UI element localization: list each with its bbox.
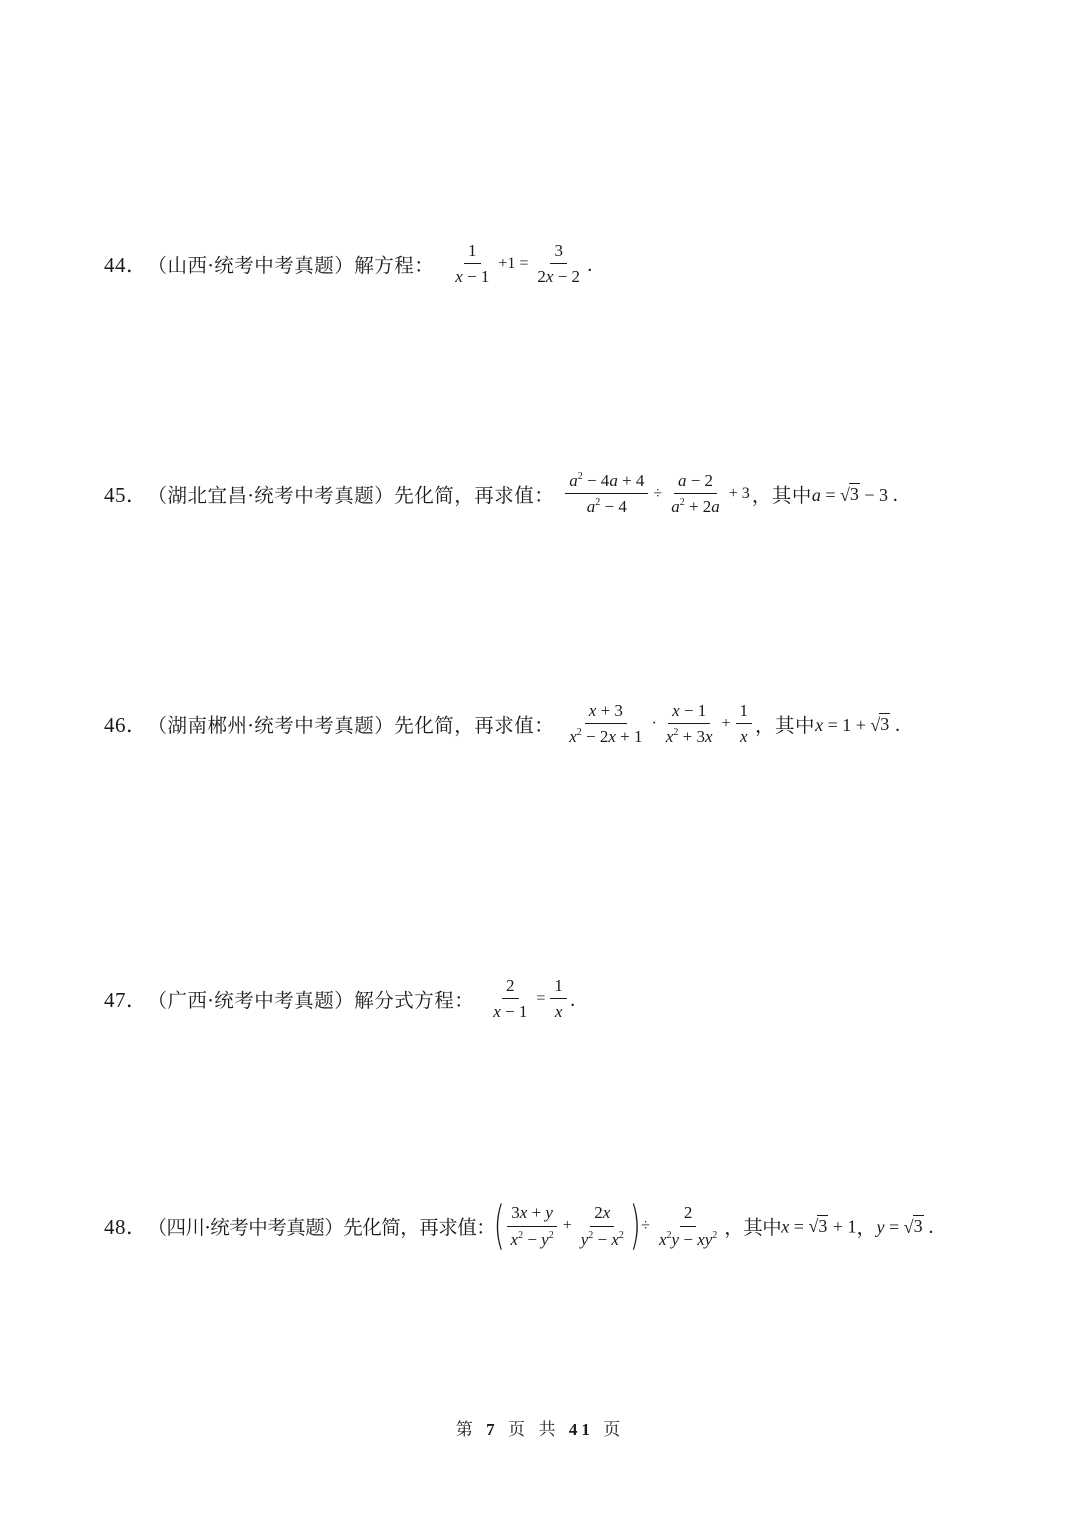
problem-source: （山西·统考中考真题）	[147, 253, 355, 277]
condition-value-x: x = √ 3 + 1	[781, 1215, 857, 1237]
problem-44	[104, 240, 605, 288]
problem-instruction: 先化简，再求值：	[394, 483, 555, 507]
problem-number: 44．	[104, 252, 148, 277]
problem-number: 45．	[104, 482, 148, 507]
equation: $\frac{1}{x - 1}$ +1 = $\frac{3}{2x - 2}$ ．	[455, 241, 606, 287]
footer-suffix: 页	[603, 1420, 625, 1440]
page-footer	[0, 1415, 1080, 1440]
problem-source: （广西·统考中考真题）	[147, 988, 355, 1012]
current-page: 7	[486, 1420, 499, 1439]
expression: $\frac{a^2 - 4a + 4}{a^2 - 4}$ ÷ $\frac{a - 2}{a^2 + 2a}$ + 3	[562, 470, 752, 518]
problem-instruction: 先化简，再求值：	[394, 713, 555, 737]
problem-instruction: 解分式方程：	[354, 988, 475, 1012]
condition-label: ，其中	[724, 1216, 782, 1239]
condition-label: ，其中	[751, 483, 812, 507]
expression: ( $\frac{3x + y}{x^2 - y^2}$ + $\frac{2x}{y^2 - x^2}$ ) ÷ $\frac{2}{x^2y - xy^2}$	[493, 1196, 718, 1256]
condition-value: x = 1 + √ 3 ．	[815, 714, 913, 735]
problem-source: （湖北宜昌·统考中考真题）	[147, 483, 395, 507]
condition-value: a = √ 3 − 3 ．	[811, 484, 911, 505]
condition-separator: ，	[856, 1216, 877, 1239]
total-pages: 41	[568, 1420, 594, 1439]
problem-48	[104, 1196, 947, 1256]
problem-source: （湖南郴州·统考中考真题）	[147, 713, 395, 737]
footer-prefix: 第	[455, 1420, 477, 1440]
problem-45	[104, 470, 911, 518]
condition-label: ，其中	[755, 713, 816, 737]
problem-number: 46．	[104, 712, 148, 737]
problem-instruction: 解方程：	[354, 253, 435, 277]
problem-source: （四川·统考中考真题）	[147, 1216, 344, 1239]
problem-instruction: 先化简，再求值：	[343, 1216, 496, 1239]
problem-number: 47．	[104, 987, 148, 1012]
problem-number: 48．	[104, 1215, 148, 1239]
footer-middle: 页 共	[508, 1420, 560, 1440]
expression: $\frac{x + 3}{x^2 - 2x + 1}$ · $\frac{x - 1}{x^2 + 3x}$ + $\frac{1}{x}$	[562, 700, 755, 748]
problem-47	[104, 975, 588, 1023]
equation: $\frac{2}{x - 1}$ = $\frac{1}{x}$ ．	[493, 976, 588, 1022]
condition-value-y: y = √ 3 ．	[876, 1216, 947, 1237]
problem-46	[104, 700, 913, 748]
